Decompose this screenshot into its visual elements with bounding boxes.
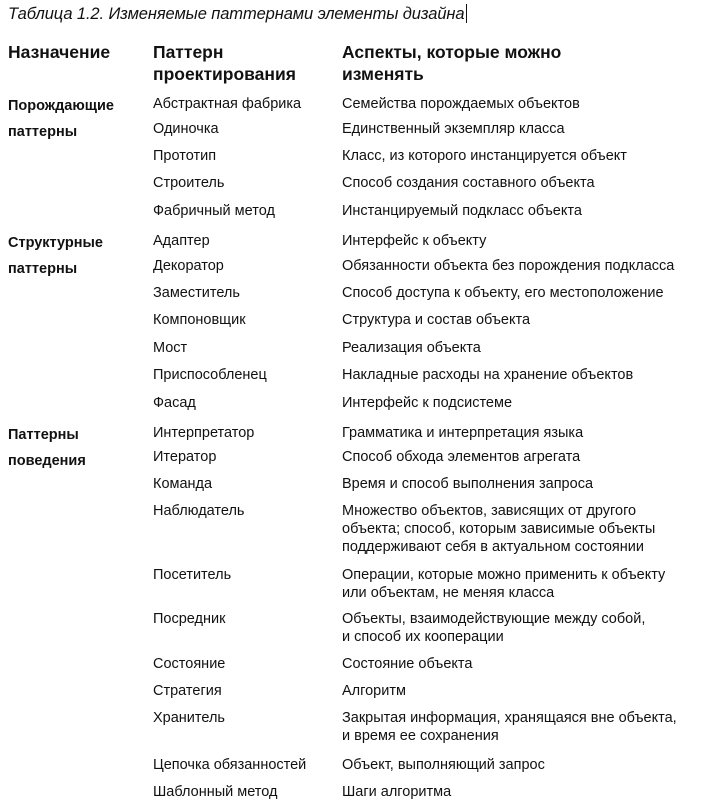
pattern-aspect [342, 448, 580, 466]
group-label [8, 422, 86, 474]
pattern-name: Декоратор [153, 258, 224, 274]
header-aspects-line-1: Аспекты, которые можно [342, 42, 562, 62]
group-label-line: Паттерны [8, 427, 79, 443]
pattern-aspect-line: поддерживают себя в актуальном состоянии [342, 539, 644, 555]
pattern-aspect-line: Множество объектов, зависящих от другого [342, 503, 637, 519]
pattern-name: Итератор [153, 449, 217, 465]
pattern-name: Команда [153, 476, 213, 492]
pattern-aspect [342, 95, 580, 113]
pattern-aspect [342, 475, 593, 493]
pattern-name: Наблюдатель [153, 503, 245, 519]
header-pattern-line-1: Паттерн [153, 42, 224, 62]
pattern-name: Состояние [153, 656, 226, 672]
pattern-aspect-line: Семейства порождаемых объектов [342, 96, 580, 112]
pattern-name: Цепочка обязанностей [153, 757, 307, 773]
pattern-aspect-line: Время и способ выполнения запроса [342, 476, 594, 492]
group-label-line: паттерны [8, 124, 78, 140]
pattern-name: Посетитель [153, 567, 232, 583]
pattern-aspect [342, 566, 665, 602]
group-label [8, 230, 103, 282]
pattern-name: Шаблонный метод [153, 784, 278, 800]
pattern-aspect [342, 174, 595, 192]
pattern-aspect [342, 424, 583, 442]
pattern-name: Стратегия [153, 683, 222, 699]
text-cursor [466, 4, 467, 23]
pattern-aspect-line: и время ее сохранения [342, 728, 499, 744]
pattern-aspect-line: Способ создания составного объекта [342, 175, 595, 191]
pattern-aspect [342, 783, 451, 801]
pattern-aspect [342, 120, 565, 138]
pattern-aspect-line: Накладные расходы на хранение объектов [342, 367, 634, 383]
pattern-name: Строитель [153, 175, 225, 191]
pattern-aspect-line: Состояние объекта [342, 656, 473, 672]
pattern-aspect [342, 147, 627, 165]
pattern-aspect-line: Способ доступа к объекту, его местоположение [342, 285, 664, 301]
caption-text: Таблица 1.2. Изменяемые паттернами элементы дизайна [8, 5, 465, 23]
pattern-name: Прототип [153, 148, 217, 164]
header-purpose [8, 41, 110, 63]
pattern-aspect-line: или объектам, не меняя класса [342, 585, 555, 601]
pattern-aspect [342, 394, 512, 412]
pattern-aspect [342, 311, 530, 329]
group-label [8, 93, 114, 145]
pattern-name: Адаптер [153, 233, 210, 249]
header-purpose-line-1: Назначение [8, 42, 111, 62]
pattern-name: Приспособленец [153, 367, 267, 383]
pattern-aspect-line: и способ их кооперации [342, 629, 504, 645]
pattern-name: Посредник [153, 611, 226, 627]
pattern-aspect-line: Алгоритм [342, 683, 406, 699]
group-label-line: поведения [8, 453, 86, 469]
pattern-aspect-line: Класс, из которого инстанцируется объект [342, 148, 627, 164]
pattern-aspect [342, 202, 582, 220]
pattern-aspect [342, 709, 677, 745]
pattern-name: Интерпретатор [153, 425, 255, 441]
pattern-aspect-line: объекта; способ, которым зависимые объекты [342, 521, 656, 537]
pattern-aspect-line: Интерфейс к объекту [342, 233, 487, 249]
pattern-aspect-line: Единственный экземпляр класса [342, 121, 565, 137]
pattern-aspect [342, 339, 481, 357]
pattern-aspect [342, 610, 645, 646]
group-label-line: паттерны [8, 261, 78, 277]
pattern-aspect-line: Реализация объекта [342, 340, 481, 356]
pattern-name: Абстрактная фабрика [153, 96, 302, 112]
pattern-name: Фабричный метод [153, 203, 275, 219]
header-aspects [342, 41, 561, 85]
header-pattern-line-2: проектирования [153, 64, 296, 84]
pattern-name: Фасад [153, 395, 196, 411]
pattern-aspect-line: Обязанности объекта без порождения подкласса [342, 258, 675, 274]
pattern-aspect-line: Структура и состав объекта [342, 312, 531, 328]
pattern-aspect [342, 682, 406, 700]
pattern-aspect-line: Интерфейс к подсистеме [342, 395, 513, 411]
pattern-aspect [342, 655, 472, 673]
pattern-aspect-line: Способ обхода элементов агрегата [342, 449, 581, 465]
pattern-name: Мост [153, 340, 188, 356]
pattern-name: Компоновщик [153, 312, 246, 328]
table-caption [8, 4, 467, 24]
pattern-aspect-line: Закрытая информация, хранящаяся вне объекта, [342, 710, 677, 726]
pattern-aspect-line: Инстанцируемый подкласс объекта [342, 203, 582, 219]
pattern-aspect [342, 257, 674, 275]
pattern-name: Одиночка [153, 121, 219, 137]
pattern-aspect [342, 232, 486, 250]
header-aspects-line-2: изменять [342, 64, 424, 84]
pattern-aspect-line: Объект, выполняющий запрос [342, 757, 545, 773]
pattern-aspect-line: Шаги алгоритма [342, 784, 452, 800]
pattern-aspect-line: Объекты, взаимодействующие между собой, [342, 611, 646, 627]
pattern-name: Хранитель [153, 710, 225, 726]
pattern-name: Заместитель [153, 285, 240, 301]
group-label-line: Порождающие [8, 98, 114, 114]
pattern-aspect-line: Операции, которые можно применить к объекту [342, 567, 666, 583]
group-label-line: Структурные [8, 235, 103, 251]
header-pattern [153, 41, 296, 85]
pattern-aspect [342, 284, 664, 302]
pattern-aspect [342, 366, 633, 384]
pattern-aspect-line: Грамматика и интерпретация языка [342, 425, 584, 441]
pattern-aspect [342, 502, 655, 556]
pattern-aspect [342, 756, 545, 774]
